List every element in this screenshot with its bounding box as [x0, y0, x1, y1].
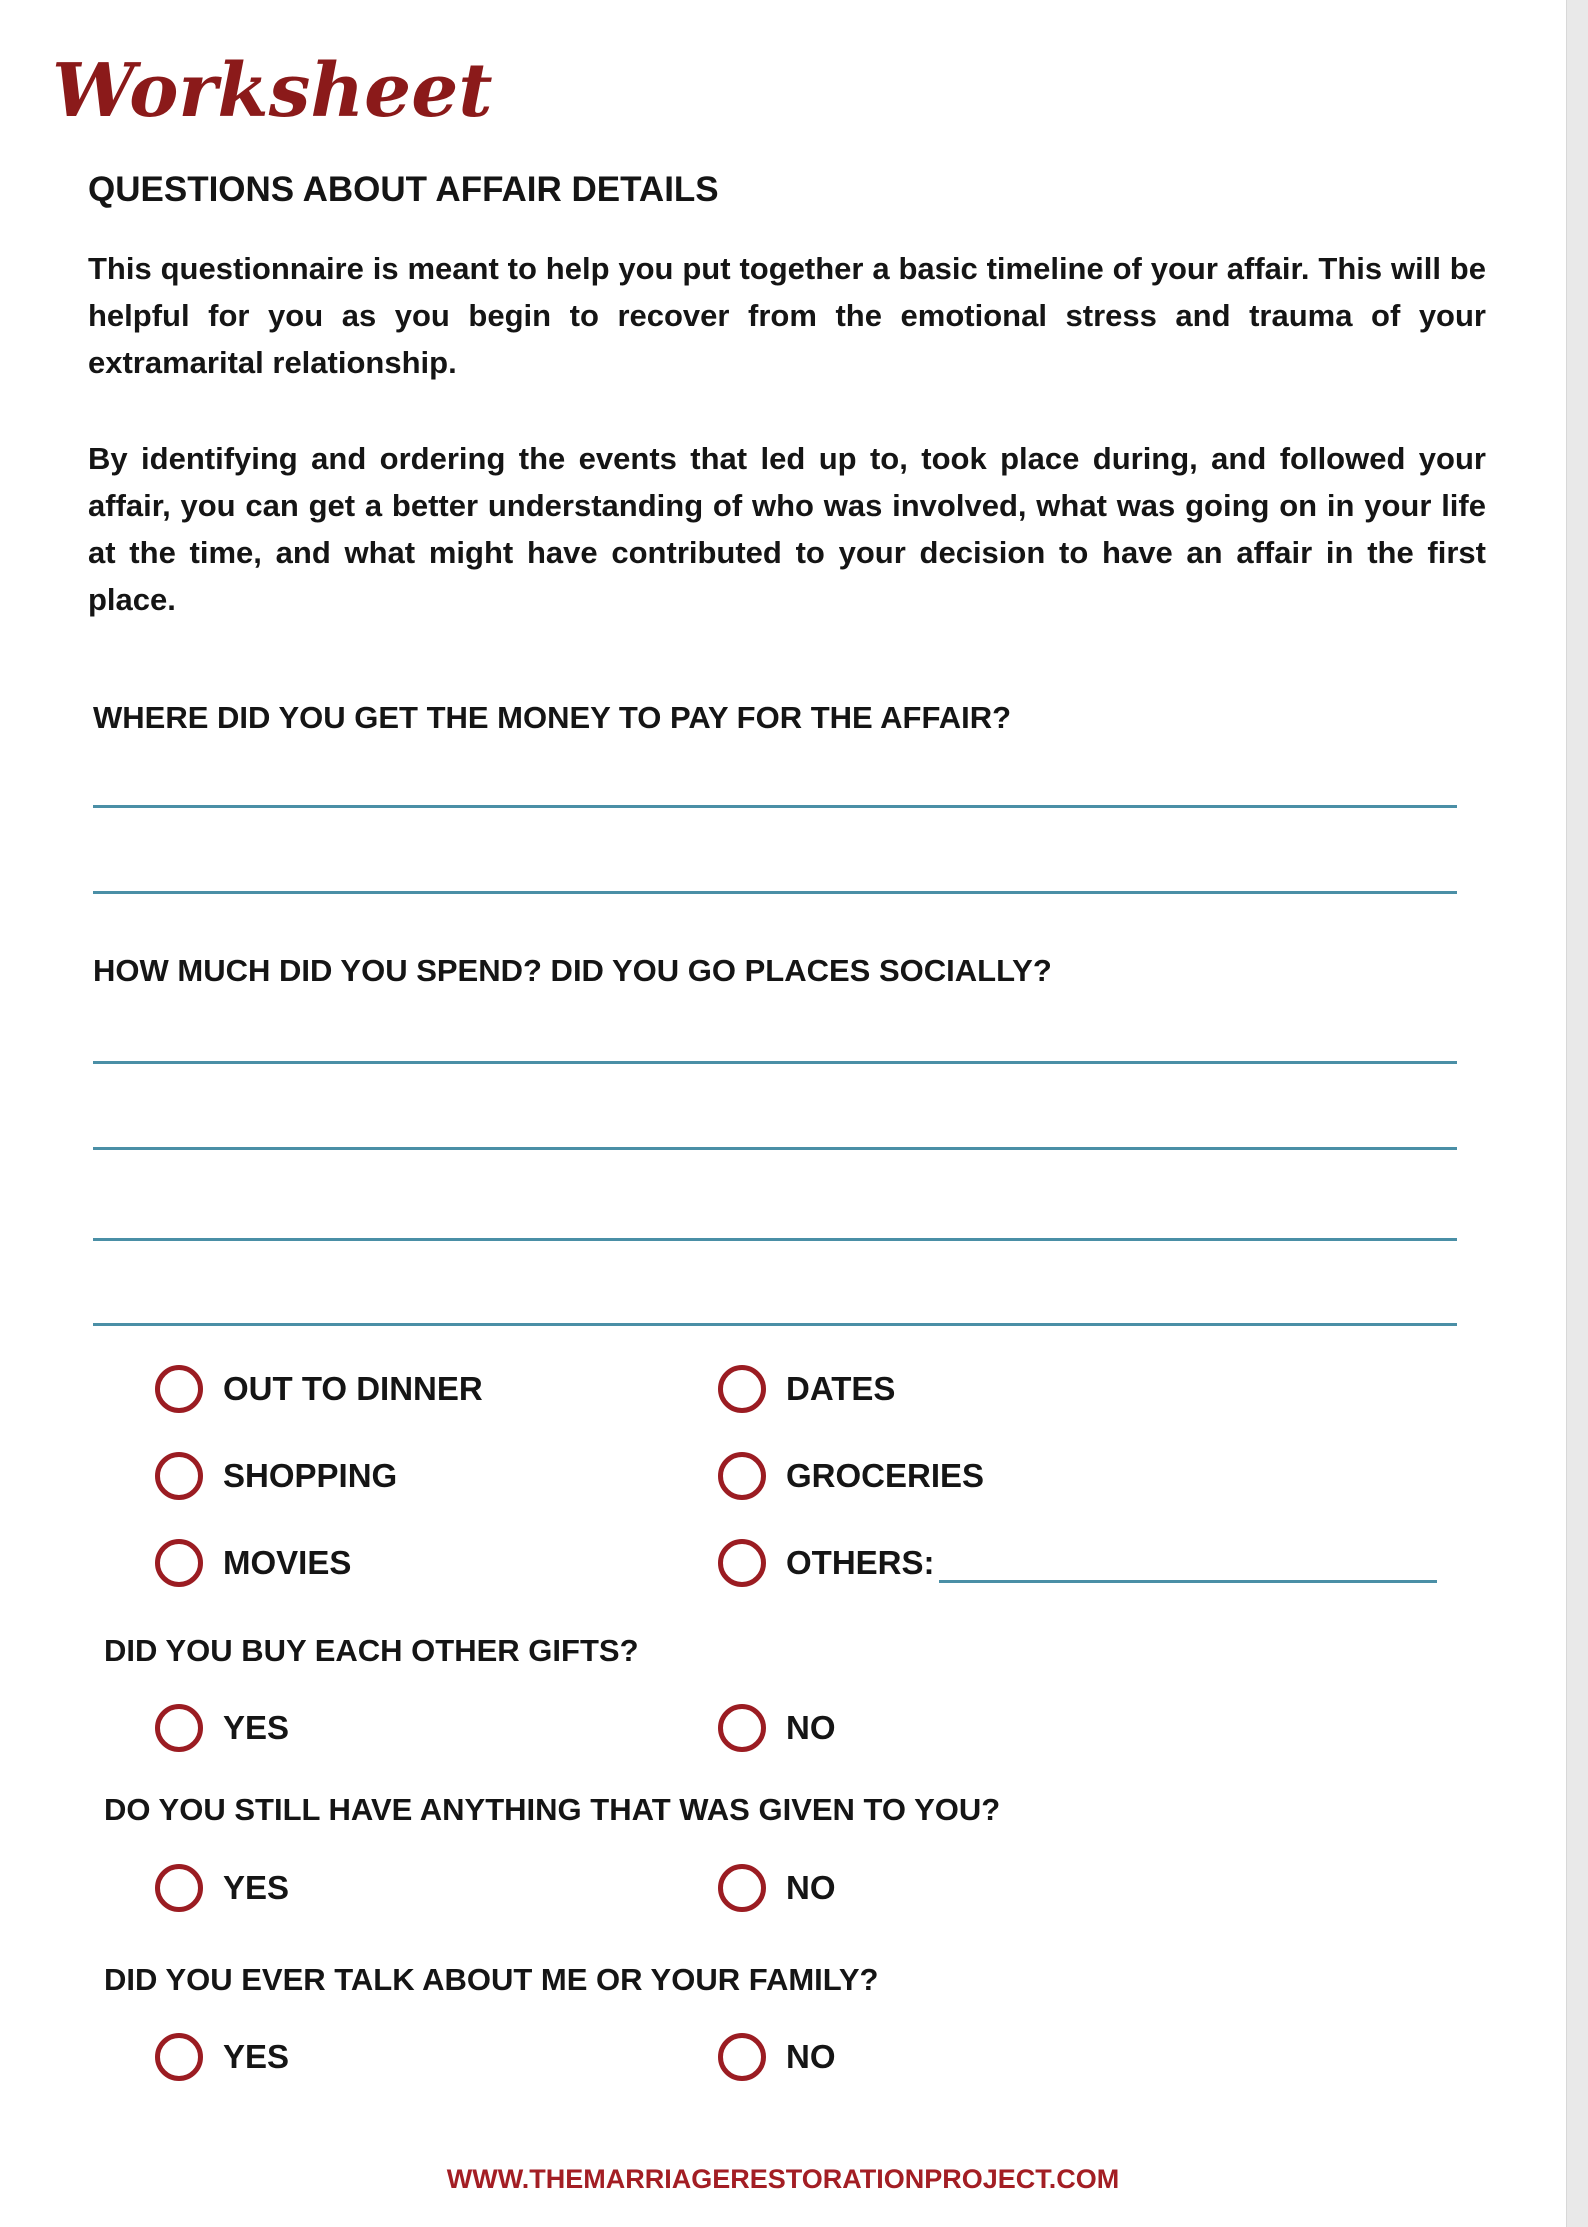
radio-circle-icon[interactable] — [718, 2033, 766, 2081]
option-out-to-dinner[interactable] — [155, 1365, 483, 1413]
question-spending: HOW MUCH DID YOU SPEND? DID YOU GO PLACES SOCIALLY? — [93, 953, 1052, 988]
option-label: YES — [223, 1709, 290, 1746]
option-label: NO — [786, 1869, 836, 1906]
radio-circle-icon[interactable] — [155, 1452, 203, 1500]
answer-line[interactable] — [93, 891, 1457, 894]
question-money-source: WHERE DID YOU GET THE MONEY TO PAY FOR THE AFFAIR? — [93, 700, 1012, 735]
answer-line[interactable] — [93, 1238, 1457, 1241]
option-yes[interactable] — [155, 1704, 289, 1752]
radio-circle-icon[interactable] — [718, 1704, 766, 1752]
radio-circle-icon[interactable] — [718, 1365, 766, 1413]
question-gifts: DID YOU BUY EACH OTHER GIFTS? — [104, 1633, 639, 1668]
option-shopping[interactable] — [155, 1452, 397, 1500]
option-label: DATES — [786, 1370, 896, 1407]
option-label: MOVIES — [223, 1544, 352, 1581]
option-no[interactable] — [718, 1864, 836, 1912]
radio-circle-icon[interactable] — [718, 1452, 766, 1500]
answer-line[interactable] — [93, 1147, 1457, 1150]
answer-line[interactable] — [93, 1061, 1457, 1064]
option-label: NO — [786, 2038, 836, 2075]
section-heading: QUESTIONS ABOUT AFFAIR DETAILS — [88, 170, 719, 209]
option-no[interactable] — [718, 1704, 836, 1752]
intro-paragraph-1: This questionnaire is meant to help you put together a basic timeline of your affair. This will be helpful for you as you begin to recover from the emotional stress and trauma of your extramarital relationship. — [88, 251, 1486, 380]
radio-circle-icon[interactable] — [155, 1539, 203, 1587]
answer-line[interactable] — [93, 805, 1457, 808]
option-movies[interactable] — [155, 1539, 351, 1587]
option-label: YES — [223, 1869, 290, 1906]
option-groceries[interactable] — [718, 1452, 984, 1500]
option-label: NO — [786, 1709, 836, 1746]
option-no[interactable] — [718, 2033, 836, 2081]
intro-paragraph-2: By identifying and ordering the events that led up to, took place during, and followed your affair, you can get a better understanding of who was involved, what was going on in your life at the time, and what might have contributed to your decision to have an affair in the first place. — [88, 441, 1486, 617]
option-label: SHOPPING — [223, 1457, 398, 1494]
footer-website[interactable]: WWW.THEMARRIAGERESTORATIONPROJECT.COM — [446, 2164, 1120, 2194]
option-label: YES — [223, 2038, 290, 2075]
radio-circle-icon[interactable] — [155, 1704, 203, 1752]
option-yes[interactable] — [155, 2033, 289, 2081]
page-title: Worksheet — [52, 48, 493, 134]
page-edge — [1566, 0, 1588, 2227]
others-answer-line[interactable] — [939, 1580, 1437, 1583]
answer-line[interactable] — [93, 1323, 1457, 1326]
option-label: GROCERIES — [786, 1457, 985, 1494]
option-label: OTHERS: — [786, 1544, 935, 1581]
option-dates[interactable] — [718, 1365, 895, 1413]
option-others[interactable] — [718, 1539, 1437, 1587]
question-items-given: DO YOU STILL HAVE ANYTHING THAT WAS GIVEN TO YOU? — [104, 1792, 1001, 1827]
radio-circle-icon[interactable] — [155, 1864, 203, 1912]
question-talk-family: DID YOU EVER TALK ABOUT ME OR YOUR FAMILY? — [104, 1962, 879, 1997]
radio-circle-icon[interactable] — [155, 2033, 203, 2081]
radio-circle-icon[interactable] — [718, 1539, 766, 1587]
radio-circle-icon[interactable] — [155, 1365, 203, 1413]
radio-circle-icon[interactable] — [718, 1864, 766, 1912]
option-label: OUT TO DINNER — [223, 1370, 483, 1407]
option-yes[interactable] — [155, 1864, 289, 1912]
